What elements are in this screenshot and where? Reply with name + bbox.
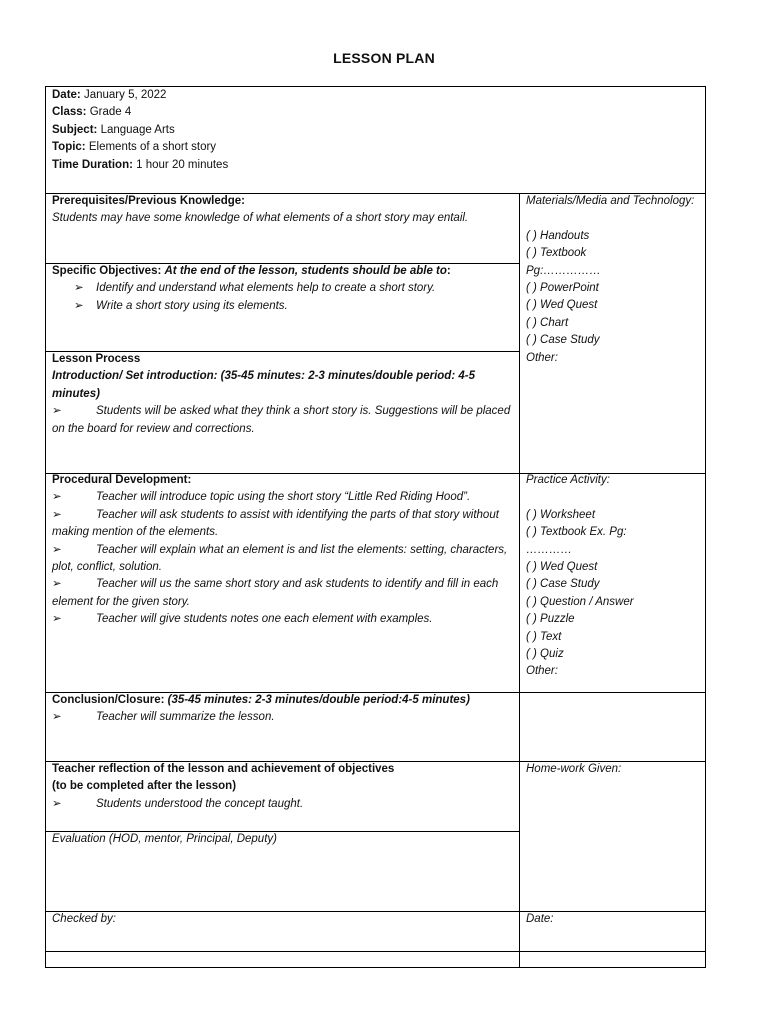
lesson-process-heading: Lesson Process — [52, 353, 141, 365]
reflection-subheading: (to be completed after the lesson) — [52, 780, 237, 793]
introduction-heading: Introduction/ Set introduction: (35-45 minutes: 2-3 minutes/double period: 4-5 minutes) — [52, 370, 475, 400]
subject-line: Subject: Language Arts — [52, 123, 175, 136]
duration-line: Time Duration: 1 hour 20 minutes — [52, 158, 229, 171]
objectives-heading: Specific Objectives: At the end of the lesson, students should be able to: — [52, 265, 451, 277]
homework-label: Home-work Given: — [526, 763, 622, 775]
introduction-item: ➢ Students will be asked what they think a short story is. Suggestions will be placed on the board for review and corrections. — [52, 405, 511, 435]
objectives-section — [52, 263, 516, 315]
material-option: ( ) Chart — [526, 316, 569, 329]
conclusion-item: ➢ Teacher will summarize the lesson. — [52, 711, 275, 724]
practice-option: ( ) Case Study — [526, 578, 600, 591]
material-option: ( ) Case Study — [526, 334, 600, 347]
lesson-process-section — [52, 351, 512, 438]
reflection-item: ➢ Students understood the concept taught. — [52, 797, 304, 810]
practice-section — [526, 472, 696, 681]
evaluation-label: Evaluation (HOD, mentor, Principal, Deputy) — [52, 833, 277, 845]
practice-option: ( ) Text — [526, 630, 562, 643]
objective-item: ➢ Identify and understand what elements help to create a short story. — [74, 282, 436, 295]
practice-option: ………… — [526, 543, 572, 556]
header-info — [52, 87, 692, 174]
objective-item: ➢ Write a short story using its elements. — [74, 299, 288, 312]
practice-option: ( ) Textbook Ex. Pg: — [526, 526, 627, 539]
practice-option: ( ) Puzzle — [526, 613, 575, 626]
row-divider — [46, 951, 705, 952]
procedural-item: ➢ Teacher will introduce topic using the short story “Little Red Riding Hood”. — [52, 491, 471, 504]
procedural-heading: Procedural Development: — [52, 474, 192, 486]
procedural-item: ➢ Teacher will give students notes one each element with examples. — [52, 613, 433, 626]
document-title: LESSON PLAN — [333, 50, 435, 66]
material-option: ( ) PowerPoint — [526, 282, 599, 295]
procedural-item: ➢ Teacher will ask students to assist with identifying the parts of that story without making mention of the elements. — [52, 508, 499, 539]
prerequisites-text: Students may have some knowledge of what elements of a short story may entail. — [52, 212, 469, 225]
conclusion-heading: Conclusion/Closure: (35-45 minutes: 2-3 minutes/double period:4-5 minutes) — [52, 694, 470, 706]
practice-heading: Practice Activity: — [526, 474, 610, 486]
class-line: Class: Grade 4 — [52, 106, 132, 119]
procedural-item: ➢ Teacher will explain what an element is and list the elements: setting, characters, plot, conflict, solution. — [52, 543, 508, 574]
reflection-heading: Teacher reflection of the lesson and achievement of objectives — [52, 763, 395, 775]
practice-option: ( ) Question / Answer — [526, 595, 634, 608]
material-option: ( ) Wed Quest — [526, 299, 598, 312]
practice-option: ( ) Worksheet — [526, 508, 596, 521]
material-option: Other: — [526, 351, 558, 364]
practice-option: Other: — [526, 665, 558, 678]
material-option: Pg:…………… — [526, 264, 601, 277]
prerequisites-section — [52, 193, 516, 228]
prerequisites-heading: Prerequisites/Previous Knowledge: — [52, 195, 246, 207]
topic-line: Topic: Elements of a short story — [52, 141, 217, 154]
checked-by-label: Checked by: — [52, 913, 116, 925]
conclusion-section — [52, 692, 514, 727]
material-option: ( ) Textbook — [526, 247, 587, 260]
materials-heading: Materials/Media and Technology: — [526, 195, 695, 207]
reflection-section — [52, 761, 514, 813]
date-sign-label: Date: — [526, 913, 554, 925]
row-divider — [46, 911, 705, 912]
column-divider — [519, 193, 520, 968]
materials-section — [526, 193, 696, 367]
procedural-section — [52, 472, 514, 629]
date-line: Date: January 5, 2022 — [52, 89, 167, 101]
practice-option: ( ) Wed Quest — [526, 561, 598, 574]
material-option: ( ) Handouts — [526, 229, 590, 242]
practice-option: ( ) Quiz — [526, 648, 564, 661]
procedural-item: ➢ Teacher will us the same short story and ask students to identify and fill in each element for the given story. — [52, 578, 499, 608]
